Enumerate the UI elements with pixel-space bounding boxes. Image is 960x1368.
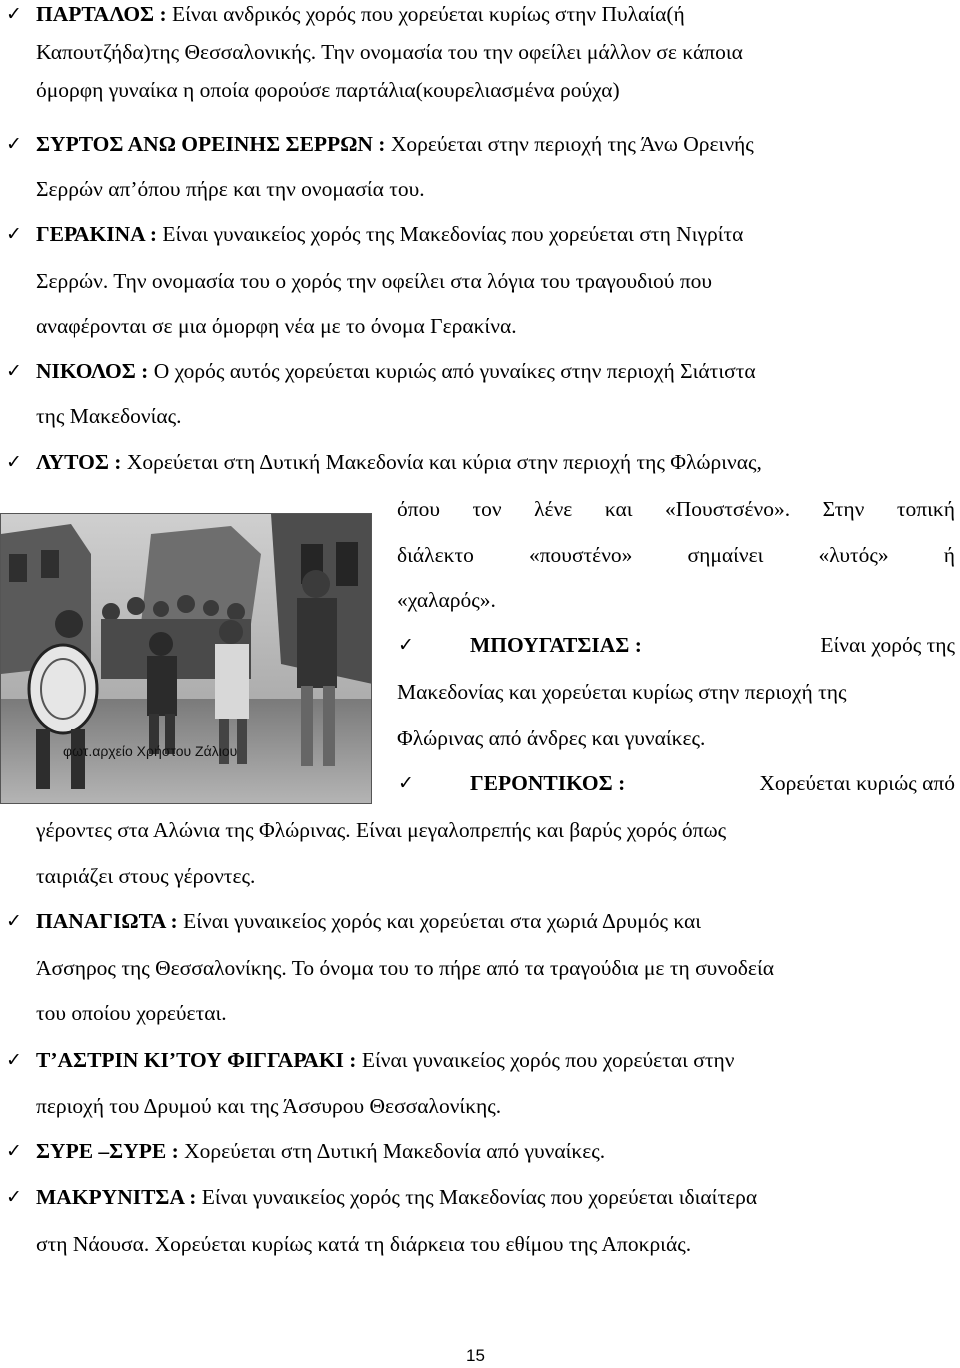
entry-text: Ο χορός αυτός χορεύεται κυριώς από γυναίκες στην περιοχή Σιάτιστα: [153, 359, 756, 383]
word: λένε: [534, 497, 573, 521]
entry-lytos-line-1: [36, 447, 762, 477]
entry-gerontikos-line-2: γέροντες στα Αλώνια της Φλώρινας. Είναι μεγαλοπρεπής και βαρύς χορός όπως: [36, 818, 727, 842]
entry-partalos-line-2: Καπουτζήδα)της Θεσσαλονικής. Την ονομασία του την οφείλει μάλλον σε κάποια: [36, 40, 743, 64]
entry-lytos-line-3: [397, 540, 955, 570]
checkmark-icon: ✓: [6, 910, 22, 932]
entry-bougatsias-line-3: Φλώρινας από άνδρες και γυναίκες.: [397, 726, 706, 750]
entry-title: ΜΑΚΡΥΝΙΤΣΑ :: [36, 1185, 197, 1209]
entry-title: ΓΕΡΑΚΙΝΑ :: [36, 222, 158, 246]
entry-gerontikos-line-3: ταιριάζει στους γέροντες.: [36, 864, 256, 888]
word: «Πουστσένο».: [665, 497, 791, 521]
entry-text: Χορεύεται στη Δυτική Μακεδονία και κύρια στην περιοχή της Φλώρινας,: [126, 450, 762, 474]
word: Στην: [822, 497, 865, 521]
entry-makrynitsa-line-2: στη Νάουσα. Χορεύεται κυρίως κατά τη διάρκεια του εθίμου της Αποκριάς.: [36, 1232, 692, 1256]
entry-text: Είναι γυναικείος χορός που χορεύεται στην: [361, 1048, 735, 1072]
entry-text: Είναι ανδρικός χορός που χορεύεται κυρίως στην Πυλαία(ή: [172, 2, 685, 26]
entry-title: ΜΠΟΥΓΑΤΣΙΑΣ :: [470, 633, 642, 657]
entry-astrin-line-2: περιοχή του Δρυμού και της Άσσυρου Θεσσαλονίκης.: [36, 1094, 502, 1118]
entry-title: ΣΥΡΤΟΣ ΑΝΩ ΟΡΕΙΝΗΣ ΣΕΡΡΩΝ :: [36, 132, 386, 156]
entry-text: Χορεύεται κυριώς από: [759, 771, 955, 795]
word: και: [604, 497, 633, 521]
word: «πουστένο»: [528, 543, 633, 567]
word: σημαίνει: [687, 543, 764, 567]
entry-text: Χορεύεται στην περιοχή της Άνω Ορεινής: [390, 132, 754, 156]
entry-panagiota-line-3: του οποίου χορεύεται.: [36, 1001, 227, 1025]
checkmark-icon: ✓: [398, 772, 414, 794]
checkmark-icon: ✓: [398, 634, 414, 656]
checkmark-icon: ✓: [6, 223, 22, 245]
entry-syrtos-line-1: [36, 129, 754, 159]
entry-title: ΣΥΡΕ –ΣΥΡΕ :: [36, 1139, 179, 1163]
entry-partalos-line-1: [36, 0, 685, 29]
checkmark-icon: ✓: [6, 1140, 22, 1162]
entry-panagiota-line-1: [36, 906, 701, 936]
entry-syrtos-line-2: Σερρών απ’όπου πήρε και την ονομασία του.: [36, 177, 425, 201]
word: όπου: [397, 497, 440, 521]
checkmark-icon: ✓: [6, 360, 22, 382]
entry-title: ΠΑΝΑΓΙΩΤΑ :: [36, 909, 178, 933]
entry-nikolos-line-1: [36, 356, 756, 386]
word: τοπική: [896, 497, 955, 521]
entry-partalos-line-3: όμορφη γυναίκα η οποία φορούσε παρτάλια(κουρελιασμένα ρούχα): [36, 78, 620, 102]
entry-gerontikos-line-1: [470, 768, 955, 798]
word: ή: [943, 543, 955, 567]
entry-title: ΠΑΡΤΑΛΟΣ :: [36, 2, 167, 26]
photo-caption: φωτ.αρχείο Χρήστου Ζάλιου: [63, 743, 238, 759]
entry-title: ΝΙΚΟΛΟΣ :: [36, 359, 149, 383]
checkmark-icon: ✓: [6, 1186, 22, 1208]
entry-text: Είναι γυναικείος χορός της Μακεδονίας που χορεύεται στη Νιγρίτα: [162, 222, 744, 246]
entry-text: Είναι χορός της: [820, 633, 955, 657]
entry-bougatsias-line-2: Μακεδονίας και χορεύεται κυρίως στην περιοχή της: [397, 680, 847, 704]
entry-gerakina-line-1: [36, 219, 743, 249]
historical-photo: [0, 513, 372, 804]
word: διάλεκτο: [397, 543, 474, 567]
checkmark-icon: ✓: [6, 133, 22, 155]
checkmark-icon: ✓: [6, 1049, 22, 1071]
photo-image: [1, 514, 372, 804]
entry-text: Είναι γυναικείος χορός και χορεύεται στα χωριά Δρυμός και: [183, 909, 702, 933]
entry-text: Είναι γυναικείος χορός της Μακεδονίας που χορεύεται ιδιαίτερα: [201, 1185, 758, 1209]
entry-panagiota-line-2: Άσσηρος της Θεσσαλονίκης. Το όνομα του το πήρε από τα τραγούδια με τη συνοδεία: [36, 956, 775, 980]
entry-makrynitsa-line-1: [36, 1182, 757, 1212]
entry-bougatsias-line-1: [470, 630, 955, 660]
entry-astrin-line-1: [36, 1045, 734, 1075]
entry-nikolos-line-2: της Μακεδονίας.: [36, 404, 182, 428]
checkmark-icon: ✓: [6, 3, 22, 25]
word: τον: [472, 497, 502, 521]
page-number: 15: [466, 1346, 485, 1365]
word: «λυτός»: [818, 543, 889, 567]
entry-lytos-line-2: [397, 494, 955, 524]
entry-text: Χορεύεται στη Δυτική Μακεδονία από γυναίκες.: [184, 1139, 606, 1163]
entry-title: ΓΕΡΟΝΤΙΚΟΣ :: [470, 771, 626, 795]
entry-title: ΛΥΤΟΣ :: [36, 450, 122, 474]
checkmark-icon: ✓: [6, 451, 22, 473]
entry-gerakina-line-2: Σερρών. Την ονομασία του ο χορός την οφείλει στα λόγια του τραγουδιού που: [36, 269, 713, 293]
entry-syre-line-1: [36, 1136, 605, 1166]
entry-gerakina-line-3: αναφέρονται σε μια όμορφη νέα με το όνομα Γερακίνα.: [36, 314, 517, 338]
entry-title: Τ’ΑΣΤΡΙΝ ΚΙ’ΤΟΥ ΦΙΓΓΑΡΑΚΙ :: [36, 1048, 357, 1072]
entry-lytos-line-4: «χαλαρός».: [397, 588, 496, 612]
